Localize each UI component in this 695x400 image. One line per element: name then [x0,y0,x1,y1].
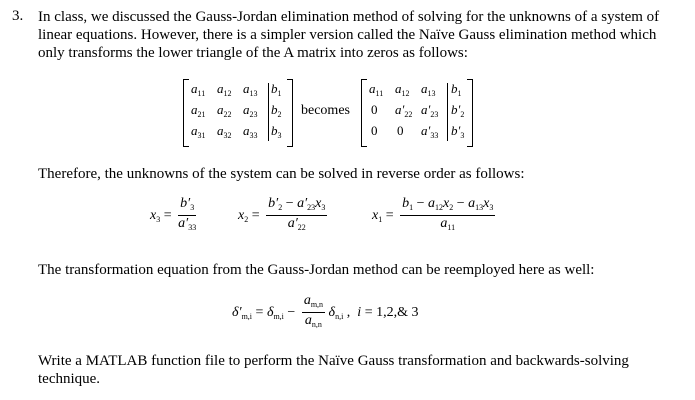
transformation-formula: $\delta'_{m,i} = \delta_{m,i}$ − $\frac{a_{m,n}}{a_{n,n}}$ $\delta_{n,i}$ , i = 1,2,& 3 [232,293,419,329]
transformation-paragraph: The transformation equation from the Gauss-Jordan method can be reemployed here as well: [38,262,595,278]
question-number: 3. [12,8,24,24]
matrix-original [183,79,293,145]
x2-formula: $x_2$ = $\frac{b'_2 - a'_{23}x_3}{a'_{22}}$ [238,196,326,232]
matrix-row: $a_{11}$ $a_{12}$ $a_{13}$ $b_1$ [369,81,462,98]
matrix-row: 0 0 $a'_{33}$ $b'_3$ [371,123,465,140]
matrix-row: $a_{31}$ $a_{32}$ $a_{33}$ $b_3$ [191,123,282,140]
matrix-equation [183,79,513,145]
x3-formula: $x_3$ = $\frac{b'_3}{a'_{33}}$ [150,196,197,232]
x1-formula: $x_1$ = $\frac{b_1 - a_{12}x_2 - a_{13}x_3}{a_{11}}$ [372,196,494,232]
matrix-row: 0 $a'_{22}$ $a'_{23}$ $b'_2$ [371,102,465,119]
matrix-row: $a_{11}$ $a_{12}$ $a_{13}$ $b_1$ [191,81,282,98]
augment-bar [447,83,448,141]
becomes-label: becomes [301,103,350,118]
matrix-transformed [361,79,473,145]
reverse-order-paragraph: Therefore, the unknowns of the system can be solved in reverse order as follows: [38,166,525,182]
matrix-row: $a_{21}$ $a_{22}$ $a_{23}$ $b_2$ [191,102,282,119]
intro-paragraph: In class, we discussed the Gauss-Jordan elimination method of solving for the unknowns of a system of linear equations. However, there is a simpler version called the Naïve Gauss elimination method which only transforms the lower triangle of the A matrix into zeros as follows: [38,9,660,61]
task-paragraph: Write a MATLAB function file to perform the Naïve Gauss transformation and backwards-solving technique. [38,353,629,387]
augment-bar [268,83,269,141]
